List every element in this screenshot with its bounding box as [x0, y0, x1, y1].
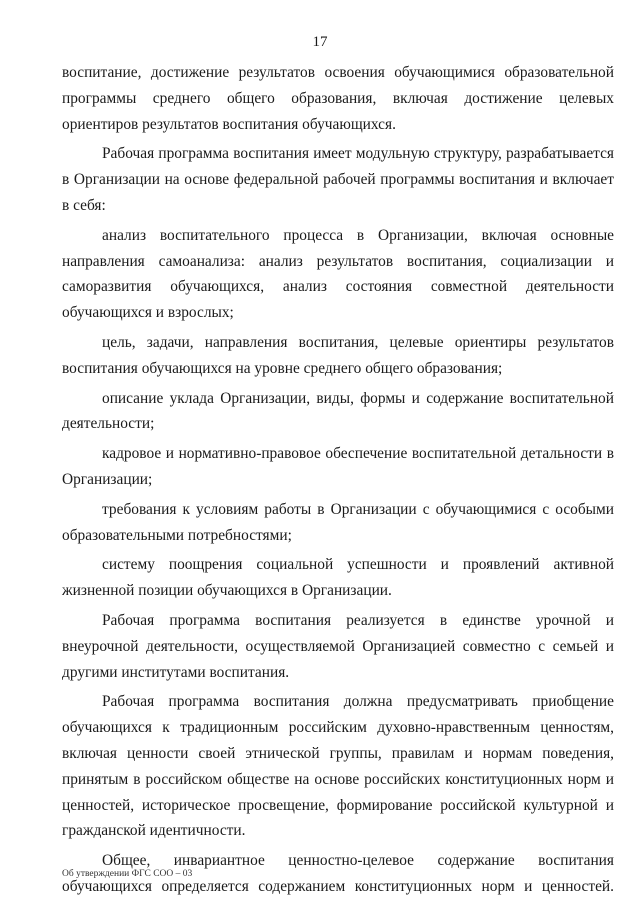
- document-body: [62, 60, 614, 900]
- list-item: требования к условиям работы в Организации с обучающимися с особыми образовательными потребностями;: [62, 500, 614, 544]
- paragraph: Рабочая программа воспитания имеет модульную структуру, разрабатывается в Организации на основе федеральной рабочей программы воспитания и включает в себя:: [62, 145, 614, 214]
- list-item: цель, задачи, направления воспитания, целевые ориентиры результатов воспитания обучающихся на уровне среднего общего образования;: [62, 333, 614, 377]
- paragraph: Общее, инвариантное ценностно-целевое содержание воспитания обучающихся определяется содержанием конституционных норм и ценностей.: [62, 852, 614, 895]
- list-item: анализ воспитательного процесса в Организации, включая основные направления самоанализа: анализ результатов воспитания, социализации и саморазвития обучающихся, анализ состояния совместной деятельности обучающихся и взрослых;: [62, 226, 614, 322]
- footer-note: Об утверждении ФГС СОО – 03: [62, 869, 193, 879]
- page-number: 17: [312, 34, 328, 50]
- list-item: кадровое и нормативно-правовое обеспечение воспитательной детальности в Организации;: [62, 445, 614, 488]
- list-item: систему поощрения социальной успешности и проявлений активной жизненной позиции обучающихся в Организации.: [62, 556, 614, 600]
- paragraph: Рабочая программа воспитания реализуется в единстве урочной и внеурочной деятельности, осуществляемой Организацией совместно с семьей и другими институтами воспитания.: [62, 611, 614, 681]
- list-item: описание уклада Организации, виды, формы и содержание воспитательной деятельности;: [62, 389, 614, 433]
- paragraph: воспитание, достижение результатов освоения обучающимися образовательной программы среднего общего образования, включая достижение целевых ориентиров результатов воспитания обучающихся.: [62, 64, 614, 133]
- paragraph: Рабочая программа воспитания должна предусматривать приобщение обучающихся к традиционным российским духовно-нравственным ценностям, включая ценности своей этнической группы, правилам и нормам поведения, принятым в российском обществе на основе российских конституционных норм и ценностей, историческое просвещение, формирование российской культурной и гражданской идентичности.: [62, 693, 614, 840]
